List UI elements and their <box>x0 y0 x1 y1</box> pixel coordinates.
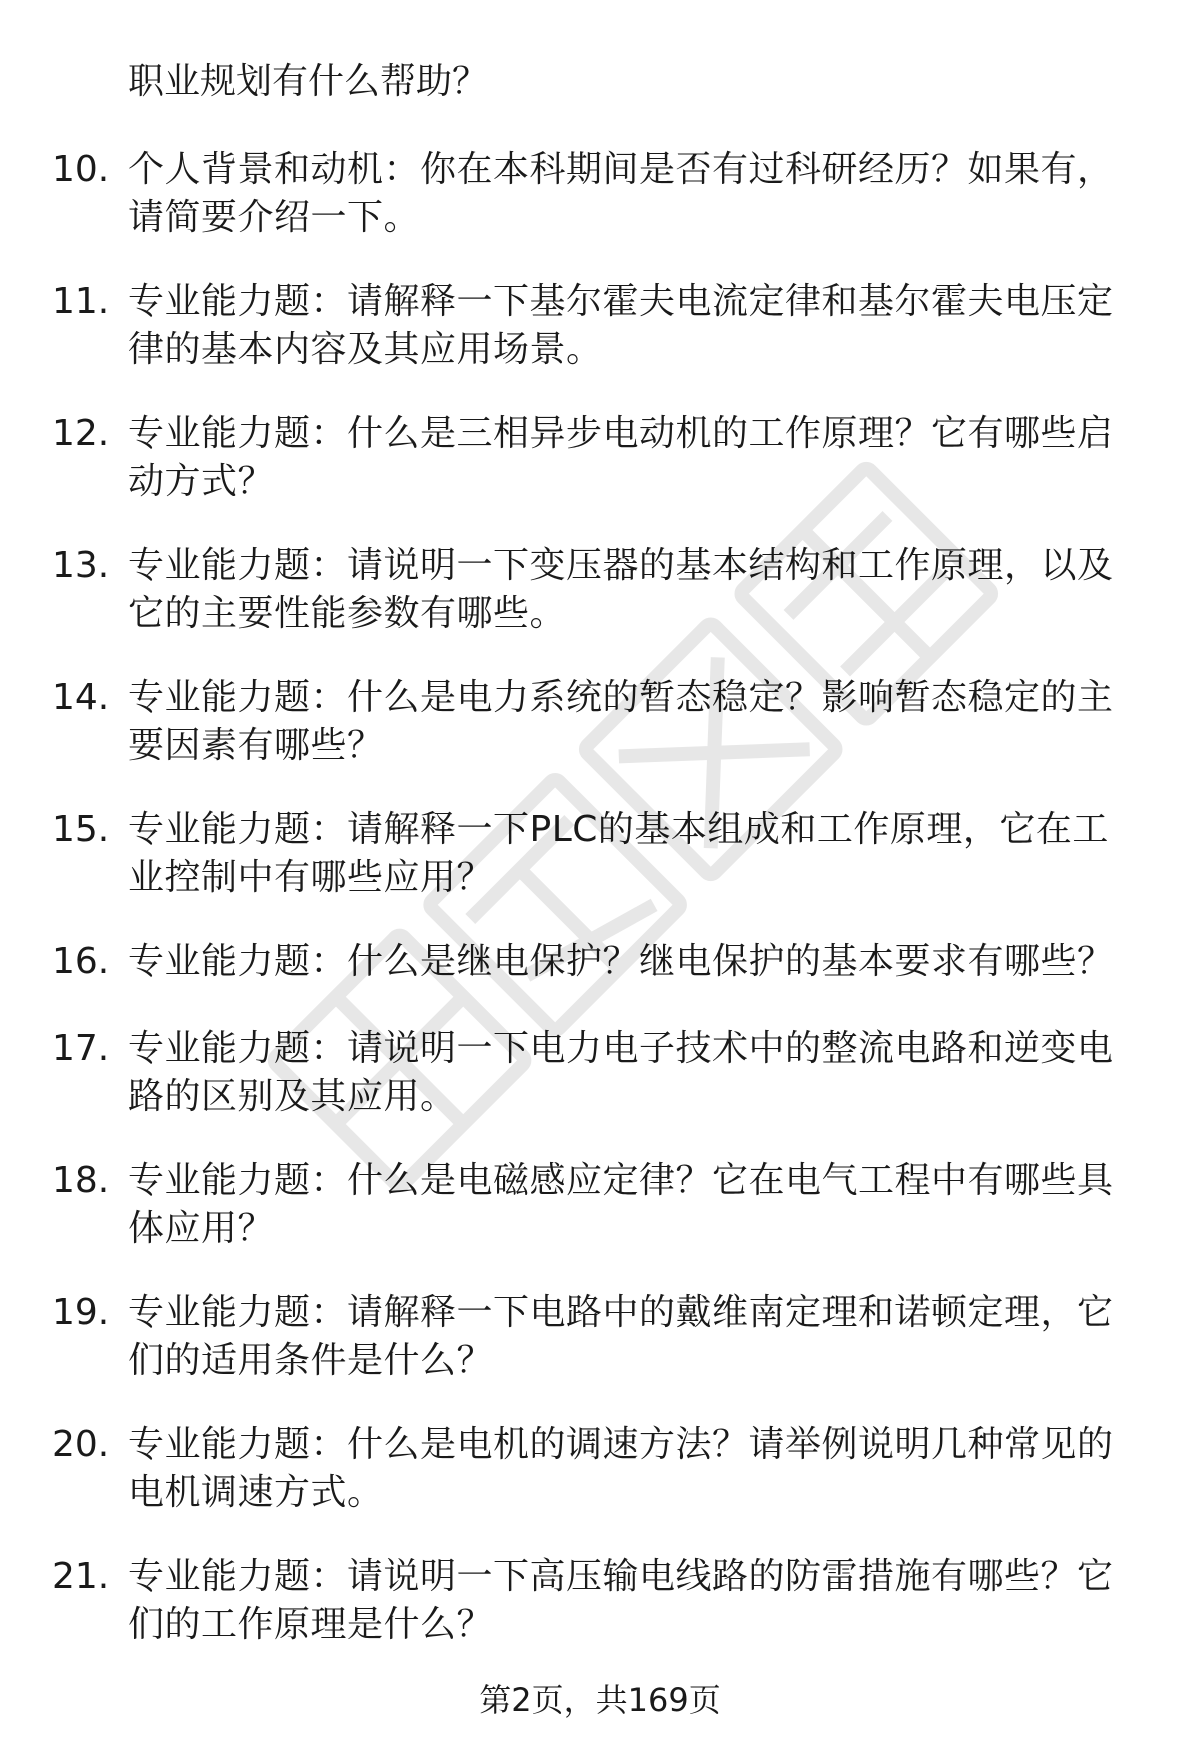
question-text: 专业能力题：什么是三相异步电动机的工作原理？它有哪些启动方式？ <box>128 413 1114 502</box>
list-item <box>0 536 1200 668</box>
question-number: 10. <box>52 149 110 190</box>
question-number: 16. <box>52 941 110 982</box>
list-item <box>0 404 1200 536</box>
question-list <box>0 140 1200 1679</box>
question-text: 专业能力题：什么是电力系统的暂态稳定？影响暂态稳定的主要因素有哪些？ <box>128 677 1114 766</box>
continued-question-text: 职业规划有什么帮助？ <box>128 61 489 102</box>
question-number: 15. <box>52 809 110 850</box>
list-item <box>0 1151 1200 1283</box>
list-item <box>0 932 1200 1019</box>
question-text: 个人背景和动机：你在本科期间是否有过科研经历？如果有，请简要介绍一下。 <box>128 149 1114 238</box>
question-text: 专业能力题：请说明一下变压器的基本结构和工作原理，以及它的主要性能参数有哪些。 <box>128 545 1114 634</box>
list-item <box>0 1283 1200 1415</box>
question-number: 14. <box>52 677 110 718</box>
list-item <box>0 800 1200 932</box>
list-item <box>0 1019 1200 1151</box>
question-number: 13. <box>52 545 110 586</box>
question-number: 18. <box>52 1160 110 1201</box>
question-number: 20. <box>52 1424 110 1465</box>
question-text: 专业能力题：请解释一下电路中的戴维南定理和诺顿定理，它们的适用条件是什么？ <box>128 1292 1114 1381</box>
question-number: 21. <box>52 1556 110 1597</box>
question-number: 11. <box>52 281 110 322</box>
question-text: 专业能力题：什么是电机的调速方法？请举例说明几种常见的电机调速方式。 <box>128 1424 1114 1513</box>
list-item <box>0 140 1200 272</box>
list-item <box>0 272 1200 404</box>
question-number: 17. <box>52 1028 110 1069</box>
question-text: 专业能力题：什么是电磁感应定律？它在电气工程中有哪些具体应用？ <box>128 1160 1114 1249</box>
question-text: 专业能力题：请解释一下基尔霍夫电流定律和基尔霍夫电压定律的基本内容及其应用场景。 <box>128 281 1114 370</box>
question-text: 专业能力题：请解释一下PLC的基本组成和工作原理，它在工业控制中有哪些应用？ <box>128 809 1109 898</box>
question-text: 专业能力题：请说明一下高压输电线路的防雷措施有哪些？它们的工作原理是什么？ <box>128 1556 1114 1645</box>
page-footer: 第2页，共169页 <box>479 1681 721 1719</box>
question-text: 专业能力题：请说明一下电力电子技术中的整流电路和逆变电路的区别及其应用。 <box>128 1028 1114 1117</box>
question-text: 专业能力题：什么是继电保护？继电保护的基本要求有哪些？ <box>128 941 1114 982</box>
question-number: 19. <box>52 1292 110 1333</box>
list-item <box>0 1415 1200 1547</box>
list-item <box>0 1547 1200 1679</box>
question-number: 12. <box>52 413 110 454</box>
list-item <box>0 668 1200 800</box>
